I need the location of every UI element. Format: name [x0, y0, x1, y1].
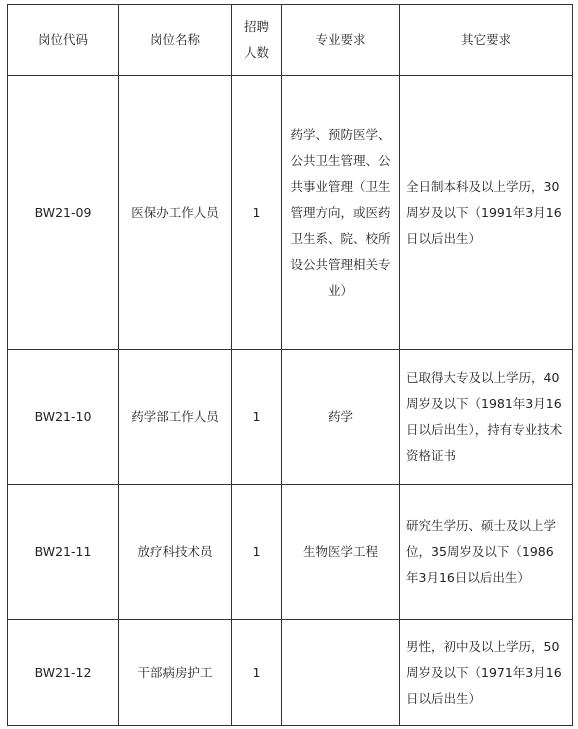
headcount-cell: 1 — [232, 620, 282, 726]
other-requirements-cell: 研究生学历、硕士及以上学位，35周岁及以下（1986年3月16日以后出生） — [400, 485, 573, 620]
major-requirements-cell: 生物医学工程 — [282, 485, 400, 620]
table-row — [8, 76, 573, 350]
other-requirements-cell: 已取得大专及以上学历，40周岁及以下（1981年3月16日以后出生），持有专业技术资格证书 — [400, 350, 573, 485]
position-code-cell: BW21-11 — [8, 485, 119, 620]
headcount-cell: 1 — [232, 485, 282, 620]
header-headcount: 招聘人数 — [232, 5, 282, 76]
header-other-requirements: 其它要求 — [400, 5, 573, 76]
table-header-row — [8, 5, 573, 76]
headcount-cell: 1 — [232, 350, 282, 485]
major-requirements-cell — [282, 620, 400, 726]
position-name-cell: 药学部工作人员 — [119, 350, 232, 485]
major-requirements-cell: 药学、预防医学、公共卫生管理、公共事业管理（卫生管理方向，或医药卫生系、院、校所设公共管理相关专业） — [282, 76, 400, 350]
position-name-cell: 医保办工作人员 — [119, 76, 232, 350]
table-row — [8, 350, 573, 485]
header-position-name: 岗位名称 — [119, 5, 232, 76]
position-name-cell: 干部病房护工 — [119, 620, 232, 726]
headcount-cell: 1 — [232, 76, 282, 350]
header-position-code: 岗位代码 — [8, 5, 119, 76]
table-row — [8, 620, 573, 726]
other-requirements-cell: 全日制本科及以上学历，30周岁及以下（1991年3月16日以后出生） — [400, 76, 573, 350]
header-major-requirements: 专业要求 — [282, 5, 400, 76]
position-name-cell: 放疗科技术员 — [119, 485, 232, 620]
position-code-cell: BW21-10 — [8, 350, 119, 485]
job-requirements-table — [7, 4, 573, 726]
table-row — [8, 485, 573, 620]
position-code-cell: BW21-12 — [8, 620, 119, 726]
major-requirements-cell: 药学 — [282, 350, 400, 485]
other-requirements-cell: 男性，初中及以上学历，50周岁及以下（1971年3月16日以后出生） — [400, 620, 573, 726]
position-code-cell: BW21-09 — [8, 76, 119, 350]
